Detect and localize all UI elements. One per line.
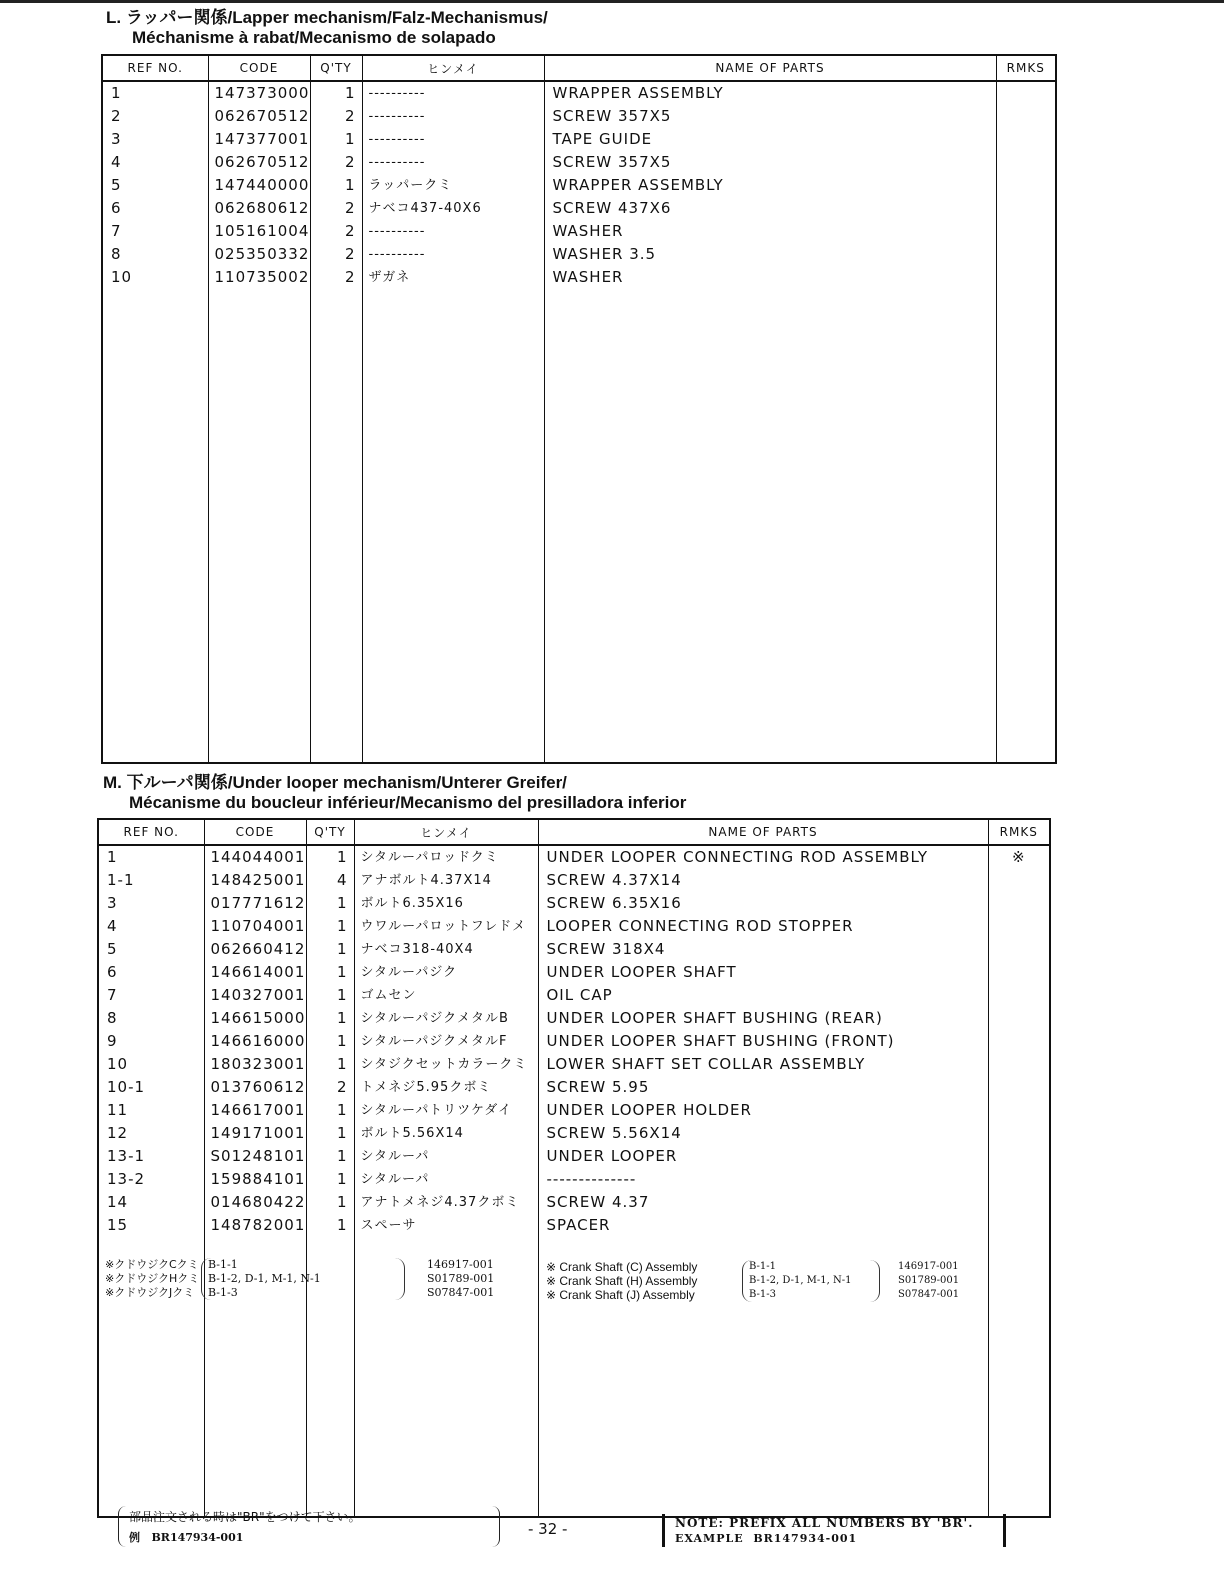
col-header-qty: Q'TY [306, 819, 354, 845]
cell-qty: 1 [336, 940, 348, 958]
cell-kana: ---------- [368, 132, 426, 147]
cell-rmk [989, 1168, 1050, 1191]
col-header-code: CODE [204, 819, 306, 845]
cell-kana: ザガネ [368, 270, 411, 285]
cell-kana: ラッパークミ [368, 178, 453, 193]
footer-jp-line1: 部品注文される時は"BR"をつけて下さい。 [129, 1510, 361, 1524]
cell-kana: ナベコ318-40X4 [360, 942, 474, 957]
cell-rmk [989, 1030, 1050, 1053]
table-body-row [102, 81, 1056, 763]
cell-code: 014680422 [210, 1193, 306, 1211]
footer-jp-example-value: BR147934-001 [151, 1531, 244, 1544]
cell-code: 148782001 [210, 1216, 306, 1234]
cell-kana: ボルト6.35X16 [360, 896, 464, 911]
cell-code: 146614001 [210, 963, 306, 981]
cell-kana: ゴムセン [360, 988, 417, 1003]
cell-name: WASHER [552, 222, 624, 240]
cell-code: 062670512 [214, 107, 310, 125]
cell-name: SCREW 318X4 [546, 940, 666, 958]
cell-code: 105161004 [214, 222, 310, 240]
cell-qty: 2 [344, 107, 356, 125]
footer-en-example-value: BR147934-001 [753, 1532, 858, 1545]
crank-shaft-notes-jp [105, 1258, 525, 1300]
cell-code: 025350332 [214, 245, 310, 263]
cell-name: SCREW 357X5 [552, 153, 672, 171]
cell-rmk [989, 1007, 1050, 1030]
cell-code: 144044001 [210, 848, 306, 866]
cell-name: SCREW 4.37X14 [546, 871, 682, 889]
table-header-row [102, 55, 1056, 81]
cell-qty: 1 [336, 963, 348, 981]
cell-qty: 1 [336, 1193, 348, 1211]
cell-code: 146617001 [210, 1101, 306, 1119]
notes-en-codes [880, 1260, 959, 1302]
note-jp-code: S01789-001 [427, 1272, 495, 1285]
cell-name: -------------- [546, 1170, 637, 1188]
cell-rmk [997, 220, 1056, 243]
cell-qty: 1 [336, 1032, 348, 1050]
cell-name: SCREW 6.35X16 [546, 894, 682, 912]
notes-jp-refs [201, 1258, 405, 1300]
col-header-name: NAME OF PARTS [538, 819, 988, 845]
cell-kana: ---------- [368, 109, 426, 124]
cell-name: UNDER LOOPER CONNECTING ROD ASSEMBLY [546, 848, 929, 866]
cell-name: UNDER LOOPER SHAFT BUSHING (FRONT) [546, 1032, 895, 1050]
note-jp-ref: B-1-2, D-1, M-1, N-1 [208, 1272, 321, 1285]
cell-rmk [989, 915, 1050, 938]
col-header-kana: ヒンメイ [362, 55, 544, 81]
cell-code: 062680612 [214, 199, 310, 217]
cell-qty: 1 [336, 917, 348, 935]
cell-rmk [997, 174, 1056, 197]
footer-en-line1: NOTE: PREFIX ALL NUMBERS BY 'BR'. [675, 1516, 974, 1530]
crank-shaft-notes-en [546, 1260, 986, 1302]
cell-ref: 4 [107, 917, 118, 935]
cell-rmk [989, 869, 1050, 892]
col-header-ref: REF NO. [102, 55, 208, 81]
cell-kana: トメネジ5.95クボミ [360, 1080, 492, 1095]
cell-kana: ---------- [368, 224, 426, 239]
cell-ref: 4 [111, 153, 122, 171]
cell-name: WRAPPER ASSEMBLY [552, 84, 724, 102]
kana-column [354, 845, 538, 1517]
cell-kana: シタルーパ [360, 1149, 430, 1164]
cell-name: UNDER LOOPER HOLDER [546, 1101, 752, 1119]
section-l-title [106, 8, 548, 48]
cell-rmk [989, 938, 1050, 961]
cell-ref: 1-1 [107, 871, 135, 889]
kana-column [362, 81, 544, 763]
cell-ref: 7 [111, 222, 122, 240]
cell-qty: 1 [344, 84, 356, 102]
cell-rmk [997, 151, 1056, 174]
cell-ref: 7 [107, 986, 118, 1004]
cell-code: 147377001 [214, 130, 310, 148]
cell-rmk [989, 1191, 1050, 1214]
cell-name: TAPE GUIDE [552, 130, 653, 148]
section-m-title [103, 773, 686, 813]
cell-qty: 1 [336, 1170, 348, 1188]
col-header-rmks: RMKS [988, 819, 1050, 845]
notes-jp-names [105, 1258, 201, 1300]
note-en-code: 146917-001 [898, 1261, 959, 1272]
cell-ref: 2 [111, 107, 122, 125]
code-column [208, 81, 310, 763]
cell-rmk [997, 197, 1056, 220]
cell-kana: スペーサ [360, 1218, 417, 1233]
cell-qty: 2 [344, 199, 356, 217]
cell-name: WASHER [552, 268, 624, 286]
cell-kana: ボルト5.56X14 [360, 1126, 464, 1141]
ref-column [98, 845, 204, 1517]
col-header-name: NAME OF PARTS [544, 55, 996, 81]
cell-ref: 3 [107, 894, 118, 912]
section-m-parts-table [97, 818, 1051, 1518]
cell-rmk [997, 243, 1056, 266]
cell-ref: 14 [107, 1193, 129, 1211]
note-en-name: ※ Crank Shaft (C) Assembly [546, 1260, 698, 1274]
cell-kana: シタルーパジクメタルB [360, 1011, 509, 1026]
cell-kana: シタルーパトリツケダイ [360, 1103, 513, 1118]
cell-code: 147440000 [214, 176, 310, 194]
note-en-code: S01789-001 [898, 1275, 960, 1286]
note-en-code: S07847-001 [898, 1289, 960, 1300]
cell-code: 146615000 [210, 1009, 306, 1027]
name-column [538, 845, 988, 1517]
cell-kana: シタルーパロッドクミ [360, 850, 499, 865]
cell-qty: 1 [336, 1147, 348, 1165]
cell-qty: 2 [344, 268, 356, 286]
notes-jp-codes [405, 1258, 494, 1300]
cell-rmk [989, 1214, 1050, 1237]
cell-ref: 11 [107, 1101, 129, 1119]
footer-en-example-label: EXAMPLE [675, 1532, 744, 1545]
cell-name: SCREW 5.56X14 [546, 1124, 682, 1142]
cell-kana: ---------- [368, 155, 426, 170]
cell-name: UNDER LOOPER [546, 1147, 678, 1165]
rmks-column [988, 845, 1050, 1517]
cell-kana: ---------- [368, 86, 426, 101]
cell-qty: 1 [336, 1124, 348, 1142]
cell-kana: アナトメネジ4.37クボミ [360, 1195, 520, 1210]
cell-kana: ナベコ437-40X6 [368, 201, 482, 216]
table-header-row [98, 819, 1050, 845]
name-column [544, 81, 996, 763]
cell-name: LOWER SHAFT SET COLLAR ASSEMBLY [546, 1055, 866, 1073]
col-header-qty: Q'TY [310, 55, 362, 81]
cell-code: 147373000 [214, 84, 310, 102]
cell-qty: 1 [336, 848, 348, 866]
cell-rmk: ※ [1011, 848, 1026, 866]
cell-ref: 15 [107, 1216, 129, 1234]
cell-name: LOOPER CONNECTING ROD STOPPER [546, 917, 854, 935]
cell-qty: 1 [344, 176, 356, 194]
qty-column [306, 845, 354, 1517]
cell-ref: 9 [107, 1032, 118, 1050]
cell-kana: シタルーパ [360, 1172, 430, 1187]
cell-ref: 8 [111, 245, 122, 263]
cell-ref: 5 [111, 176, 122, 194]
code-column [204, 845, 306, 1517]
col-header-code: CODE [208, 55, 310, 81]
cell-kana: シタジクセットカラークミ [360, 1057, 528, 1072]
cell-rmk [989, 1053, 1050, 1076]
cell-ref: 5 [107, 940, 118, 958]
cell-ref: 10 [107, 1055, 129, 1073]
note-en-name: ※ Crank Shaft (H) Assembly [546, 1274, 698, 1288]
footer-en-note [662, 1514, 1006, 1547]
cell-ref: 6 [107, 963, 118, 981]
cell-code: 013760612 [210, 1078, 306, 1096]
ref-column [102, 81, 208, 763]
cell-rmk [989, 1145, 1050, 1168]
cell-rmk [989, 1076, 1050, 1099]
cell-rmk [989, 1122, 1050, 1145]
cell-code: 110735002 [214, 268, 310, 286]
cell-qty: 1 [336, 1009, 348, 1027]
col-header-kana: ヒンメイ [354, 819, 538, 845]
cell-name: SCREW 437X6 [552, 199, 672, 217]
table-body-row [98, 845, 1050, 1517]
cell-ref: 13-2 [107, 1170, 146, 1188]
cell-qty: 1 [336, 1101, 348, 1119]
cell-kana: ウワルーパロットフレドメ [360, 919, 527, 934]
cell-name: SCREW 4.37 [546, 1193, 650, 1211]
cell-code: 110704001 [210, 917, 306, 935]
section-l-title-line1: L. ラッパー関係/Lapper mechanism/Falz-Mechanismus/ [106, 8, 548, 27]
cell-qty: 2 [344, 245, 356, 263]
cell-qty: 2 [344, 222, 356, 240]
cell-ref: 6 [111, 199, 122, 217]
note-en-ref: B-1-2, D-1, M-1, N-1 [749, 1275, 852, 1286]
cell-name: UNDER LOOPER SHAFT [546, 963, 737, 981]
notes-en-refs [742, 1260, 880, 1302]
section-m-title-line2: Mécanisme du boucleur inférieur/Mecanismo del presilladora inferior [129, 793, 687, 812]
cell-ref: 12 [107, 1124, 129, 1142]
col-header-rmks: RMKS [996, 55, 1056, 81]
cell-rmk [989, 892, 1050, 915]
cell-name: OIL CAP [546, 986, 613, 1004]
cell-kana: アナボルト4.37X14 [360, 873, 492, 888]
cell-qty: 1 [336, 986, 348, 1004]
cell-code: 149171001 [210, 1124, 306, 1142]
cell-code: 140327001 [210, 986, 306, 1004]
col-header-ref: REF NO. [98, 819, 204, 845]
cell-rmk [997, 266, 1056, 289]
top-rule [0, 0, 1224, 3]
cell-rmk [989, 984, 1050, 1007]
cell-code: S01248101 [210, 1147, 306, 1165]
note-jp-name: ※クドウジクCクミ [105, 1258, 199, 1271]
section-m-title-line1: M. 下ルーパ関係/Under looper mechanism/Unterer Greifer/ [103, 773, 567, 792]
note-en-name: ※ Crank Shaft (J) Assembly [546, 1288, 695, 1302]
cell-name: WRAPPER ASSEMBLY [552, 176, 724, 194]
cell-rmk [989, 961, 1050, 984]
qty-column [310, 81, 362, 763]
cell-ref: 13-1 [107, 1147, 146, 1165]
note-jp-code: 146917-001 [427, 1258, 494, 1271]
cell-code: 146616000 [210, 1032, 306, 1050]
footer-jp-note [118, 1506, 500, 1547]
cell-qty: 1 [344, 130, 356, 148]
cell-ref: 1 [107, 848, 118, 866]
note-jp-name: ※クドウジクHクミ [105, 1272, 200, 1285]
cell-ref: 8 [107, 1009, 118, 1027]
cell-qty: 2 [344, 153, 356, 171]
cell-code: 180323001 [210, 1055, 306, 1073]
cell-qty: 4 [336, 871, 348, 889]
rmks-column [996, 81, 1056, 763]
cell-code: 148425001 [210, 871, 306, 889]
cell-rmk [997, 105, 1056, 128]
note-jp-ref: B-1-3 [208, 1286, 238, 1299]
cell-ref: 1 [111, 84, 122, 102]
cell-ref: 10 [111, 268, 133, 286]
cell-qty: 2 [336, 1078, 348, 1096]
cell-qty: 1 [336, 1216, 348, 1234]
note-jp-code: S07847-001 [427, 1286, 495, 1299]
note-jp-name: ※クドウジクJクミ [105, 1286, 195, 1299]
cell-name: WASHER 3.5 [552, 245, 657, 263]
page-number: - 32 - [528, 1520, 568, 1538]
cell-qty: 1 [336, 1055, 348, 1073]
note-jp-ref: B-1-1 [208, 1258, 238, 1271]
cell-code: 062670512 [214, 153, 310, 171]
cell-kana: シタルーパジクメタルF [360, 1034, 508, 1049]
cell-name: SCREW 5.95 [546, 1078, 650, 1096]
cell-rmk [997, 82, 1056, 105]
cell-rmk [997, 128, 1056, 151]
cell-ref: 3 [111, 130, 122, 148]
cell-name: SCREW 357X5 [552, 107, 672, 125]
cell-qty: 1 [336, 894, 348, 912]
section-l-title-line2: Méchanisme à rabat/Mecanismo de solapado [132, 28, 496, 47]
cell-kana: ---------- [368, 247, 426, 262]
cell-code: 017771612 [210, 894, 306, 912]
cell-ref: 10-1 [107, 1078, 146, 1096]
cell-code: 159884101 [210, 1170, 306, 1188]
cell-rmk [989, 1099, 1050, 1122]
note-en-ref: B-1-3 [749, 1289, 777, 1300]
note-en-ref: B-1-1 [749, 1261, 777, 1272]
cell-name: SPACER [546, 1216, 611, 1234]
cell-name: UNDER LOOPER SHAFT BUSHING (REAR) [546, 1009, 883, 1027]
section-l-parts-table [101, 54, 1057, 764]
cell-code: 062660412 [210, 940, 306, 958]
cell-kana: シタルーパジク [360, 965, 458, 980]
notes-en-names [546, 1260, 742, 1302]
footer-jp-example-label: 例 [129, 1531, 140, 1544]
